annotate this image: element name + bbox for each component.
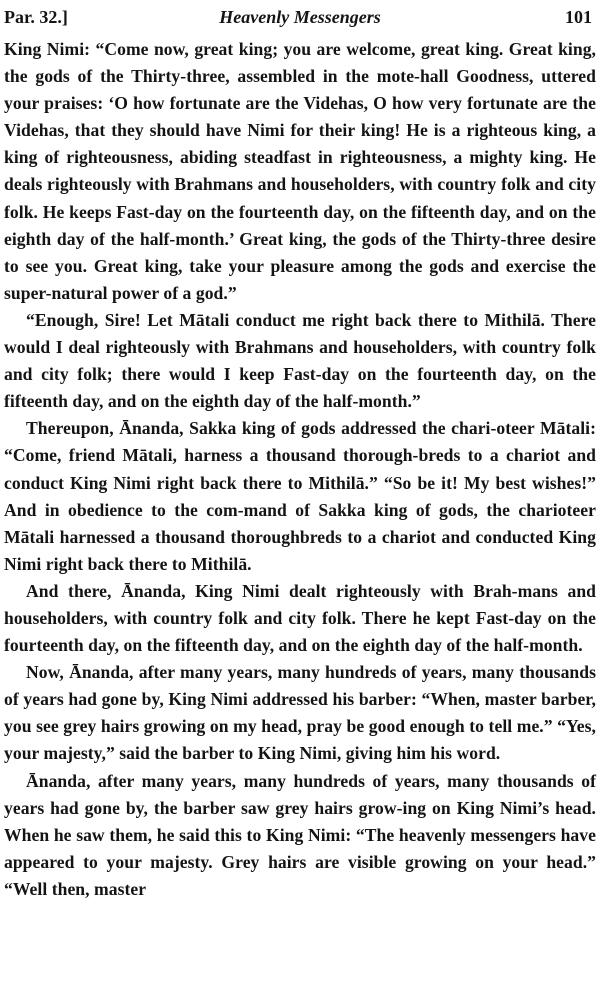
page-title: Heavenly Messengers — [219, 7, 381, 27]
body-text — [4, 36, 596, 903]
paragraph: And there, Ānanda, King Nimi dealt righteously with Brah-mans and householders, with country folk and city folk. There he kept Fast-day on the fourteenth day, on the fifteenth day, and on the eighth day of the half-month. — [4, 580, 596, 656]
section-reference: Par. 32.] — [4, 7, 68, 27]
paragraph: “Enough, Sire! Let Mātali conduct me right back there to Mithilā. There would I deal righteously with Brahmans and householders, with country folk and city folk; there would I keep Fast-day on the fourteenth day, on the fifteenth day, and on the eighth day of the half-month.” — [4, 309, 596, 412]
paragraph: Ānanda, after many years, many hundreds of years, many thousands of years had gone by, the barber saw grey hairs grow-ing on King Nimi’s head. When he saw them, he said this to King Nimi: “The heavenly messengers have appeared to your majesty. Grey hairs are visible growing on your head.” “Well then, master — [4, 770, 596, 899]
running-head — [4, 4, 596, 30]
paragraph: Thereupon, Ānanda, Sakka king of gods addressed the chari-oteer Mātali: “Come, friend Mātali, harness a thousand thorough-breds to a chariot and conduct King Nimi right back there to Mithilā.” “So be it! My best wishes!” And in obedience to the com-mand of Sakka king of gods, the charioteer Mātali harnessed a thousand thoroughbreds to a chariot and conducted King Nimi right back there to Mithilā. — [4, 418, 596, 574]
page-number: 101 — [565, 7, 592, 27]
paragraph: King Nimi: “Come now, great king; you are welcome, great king. Great king, the gods of the Thirty-three, assembled in the mote-hall Goodness, uttered your praises: ‘O how fortunate are the Videhas, O how very fortunate are the Videhas, that they should have Nimi for their king! He is a righteous king, a king of righteousness, abiding steadfast in righteousness, a mighty king. He deals righteously with Brahmans and householders, with country folk and city folk. He keeps Fast-day on the fourteenth day, on the fifteenth day, and on the eighth day of the half-month.’ Great king, the gods of the Thirty-three desire to see you. Great king, take your pleasure among the gods and exercise the super-natural power of a god.” — [4, 39, 596, 303]
paragraph: Now, Ānanda, after many years, many hundreds of years, many thousands of years had gone by, King Nimi addressed his barber: “When, master barber, you see grey hairs growing on my head, pray be good enough to tell me.” “Yes, your majesty,” said the barber to King Nimi, giving him his word. — [4, 662, 596, 764]
